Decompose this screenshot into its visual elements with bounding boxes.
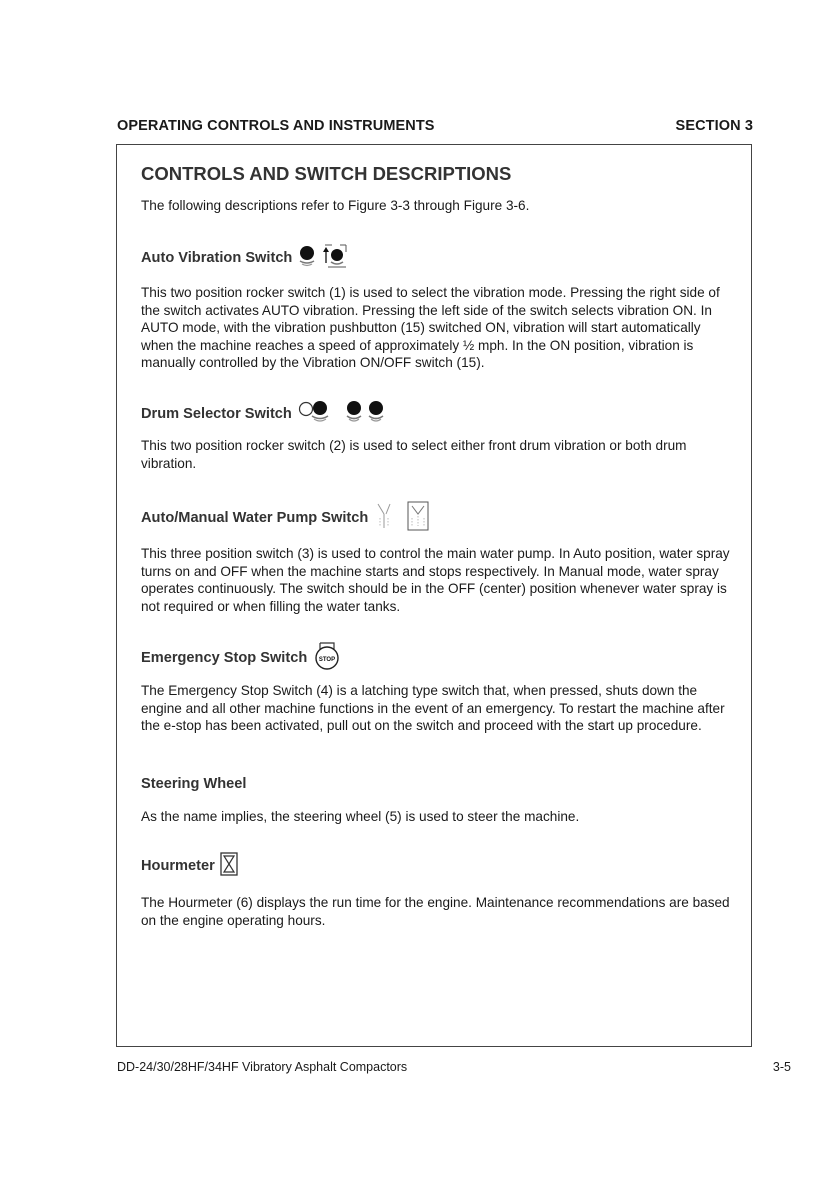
intro-text: The following descriptions refer to Figure 3-3 through Figure 3-6.: [141, 198, 530, 213]
section-body-drum-selector: This two position rocker switch (2) is used to select either front drum vibration or both drum vibration.: [141, 438, 687, 471]
stop-icon: [313, 641, 341, 675]
section-title-hourmeter: [141, 851, 239, 881]
document-title: DD-24/30/28HF/34HF Vibratory Asphalt Compactors: [117, 1060, 408, 1074]
section-body-water-pump: This three position switch (3) is used to control the main water pump. In Auto position, water spray turns on and OFF when the machine starts and stops respectively. In Manual mode, water spray operates continuously. The switch should be in the OFF (center) position whenever water spray is not required or when filling the water tanks.: [141, 546, 730, 614]
section-title-text: Auto/Manual Water Pump Switch: [141, 510, 369, 526]
section-title-text: Auto Vibration Switch: [141, 250, 293, 266]
section-body-steering-wheel: As the name implies, the steering wheel (5) is used to steer the machine.: [141, 809, 580, 824]
section-number: SECTION 3: [675, 118, 753, 134]
section-body-emergency-stop: The Emergency Stop Switch (4) is a latching type switch that, when pressed, shuts down the engine and all other machine functions in the event of an emergency. To restart the machine after the e-stop has been activated, pull out on the switch and proceed with the start up procedure.: [141, 683, 725, 734]
hourglass-icon: [219, 851, 239, 881]
section-title-drum-selector: [141, 398, 390, 430]
stop-icon-label: STOP: [319, 657, 336, 663]
section-title-text: Hourmeter: [141, 858, 215, 874]
auto-vibration-icon: [298, 243, 350, 273]
section-title-steering-wheel: [141, 776, 246, 792]
section-body-hourmeter: The Hourmeter (6) displays the run time for the engine. Maintenance recommendations are based on the engine operating hours.: [141, 895, 730, 928]
page-title: CONTROLS AND SWITCH DESCRIPTIONS: [141, 163, 512, 184]
section-title-auto-vibration: [141, 243, 350, 273]
section-body-auto-vibration: This two position rocker switch (1) is used to select the vibration mode. Pressing the right side of the switch activates AUTO vibration. Pressing the left side of the switch selects vibration ON. In AUTO mode, with the vibration pushbutton (15) switched ON, vibration will start automatically when the machine reaches a speed of approximately ½ mph. In the ON position, vibration is manually controlled by the Vibration ON/OFF switch (15).: [141, 285, 720, 371]
water-pump-icon: [374, 500, 436, 536]
section-heading: OPERATING CONTROLS AND INSTRUMENTS: [117, 118, 435, 134]
section-title-text: Emergency Stop Switch: [141, 650, 308, 666]
section-title-text: Steering Wheel: [141, 776, 247, 792]
drum-selector-icon: [298, 398, 390, 430]
section-title-text: Drum Selector Switch: [141, 406, 292, 422]
page-footer: [117, 1060, 791, 1074]
page-number: 3-5: [772, 1060, 791, 1074]
section-title-water-pump: [141, 500, 436, 536]
section-title-emergency-stop: [141, 641, 341, 675]
page-header: [117, 118, 753, 134]
